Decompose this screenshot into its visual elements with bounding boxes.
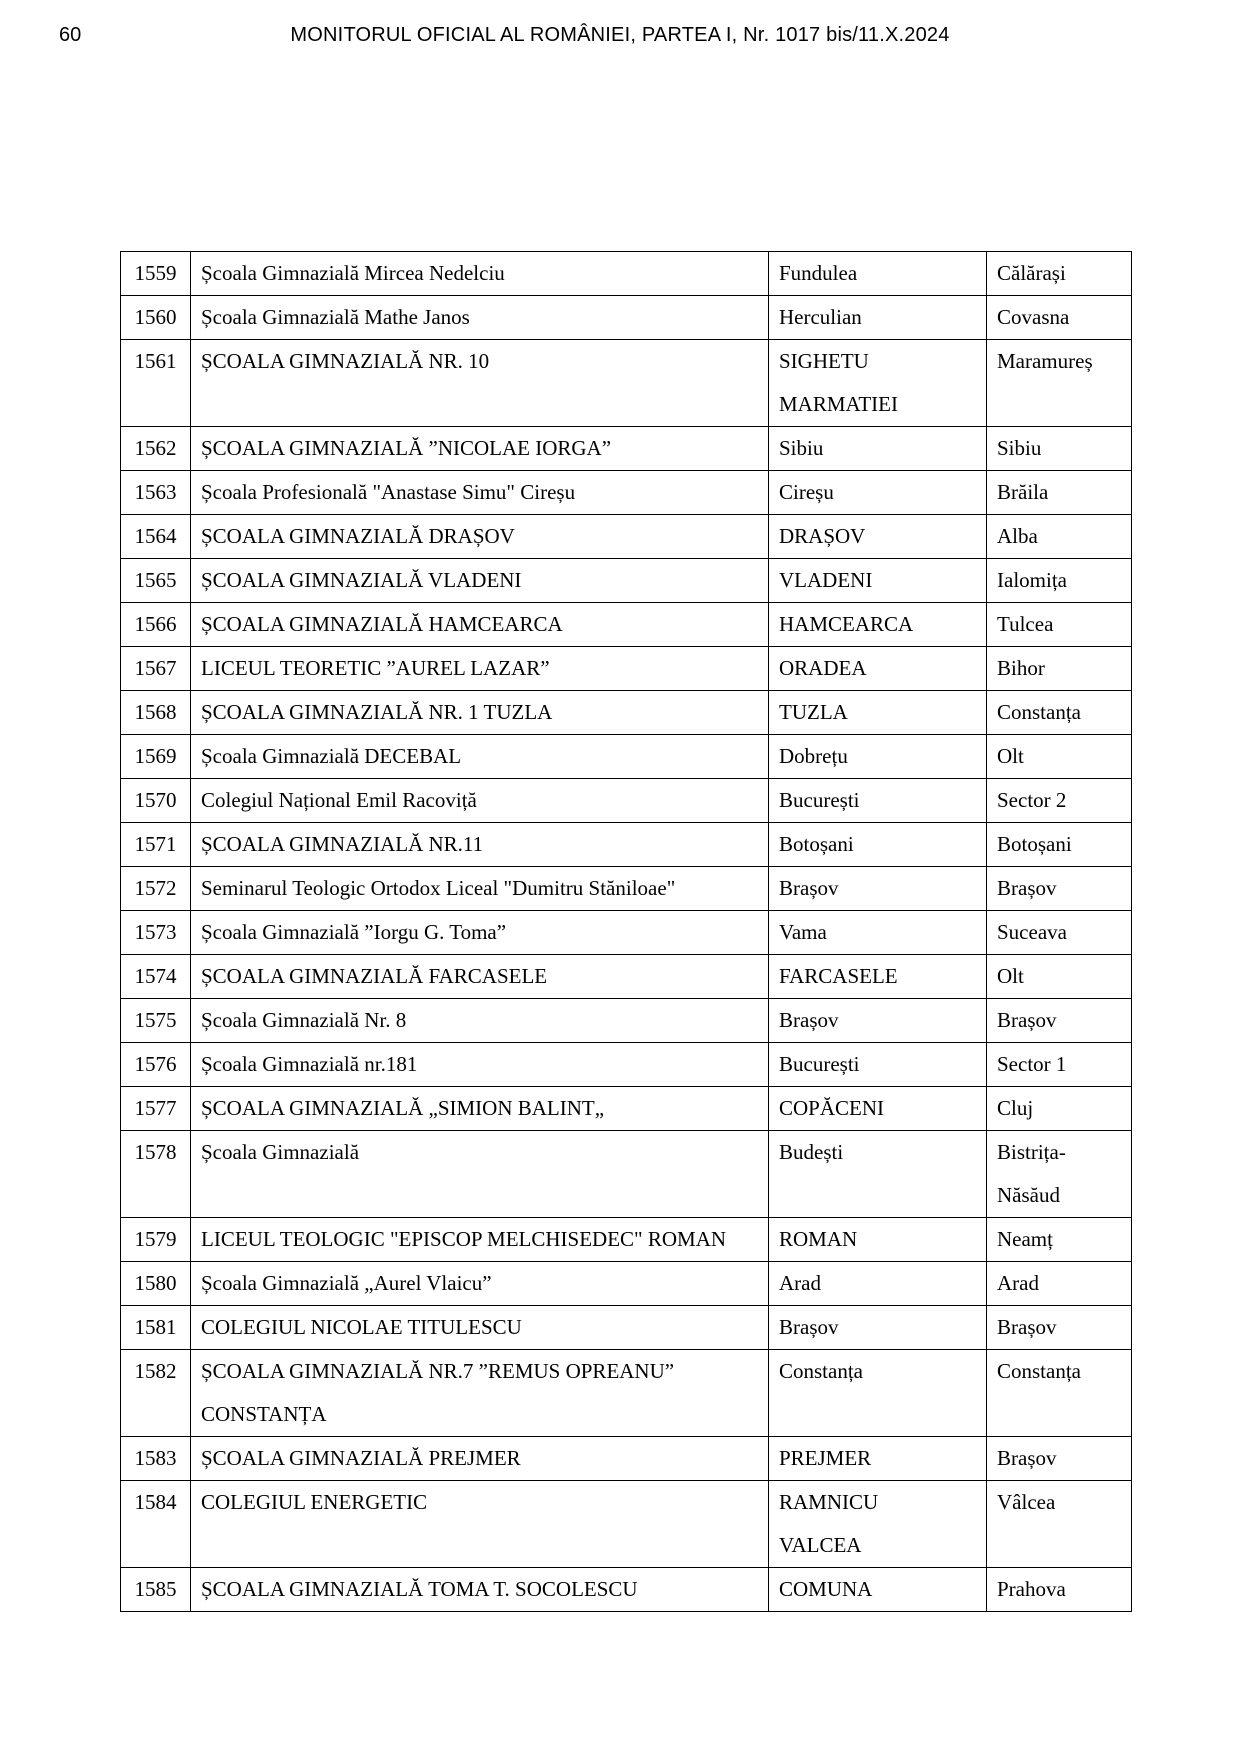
- row-number-cell: 1571: [121, 823, 191, 867]
- locality-cell: [769, 1218, 987, 1262]
- locality-cell: [769, 999, 987, 1043]
- school-name-cell: [191, 559, 769, 603]
- school-name-cell: [191, 471, 769, 515]
- county-line: Alba: [997, 524, 1038, 548]
- locality-line: Brașov: [779, 876, 839, 900]
- school-name-cell: [191, 1568, 769, 1612]
- table-row: [121, 296, 1132, 340]
- locality-cell: [769, 603, 987, 647]
- locality-line: Herculian: [779, 305, 862, 329]
- county-cell: [987, 427, 1132, 471]
- table-row: [121, 735, 1132, 779]
- county-line: Bihor: [997, 656, 1045, 680]
- county-cell: [987, 1568, 1132, 1612]
- county-line: Vâlcea: [997, 1490, 1056, 1514]
- table-row: [121, 1306, 1132, 1350]
- county-line: Brașov: [997, 1008, 1057, 1032]
- table-row: [121, 1131, 1132, 1218]
- county-cell: [987, 1262, 1132, 1306]
- school-name-line: ȘCOALA GIMNAZIALĂ NR.7 ”REMUS OPREANU”: [201, 1359, 675, 1383]
- school-name-line: CONSTANȚA: [201, 1402, 327, 1426]
- county-line: Botoșani: [997, 832, 1072, 856]
- school-name-line: ȘCOALA GIMNAZIALĂ NR. 1 TUZLA: [201, 700, 553, 724]
- locality-cell: [769, 1350, 987, 1437]
- county-cell: [987, 559, 1132, 603]
- locality-cell: [769, 1481, 987, 1568]
- locality-line: Budești: [779, 1140, 844, 1164]
- school-name-cell: [191, 603, 769, 647]
- table-row: [121, 779, 1132, 823]
- county-cell: [987, 999, 1132, 1043]
- locality-cell: [769, 1262, 987, 1306]
- school-name-cell: [191, 647, 769, 691]
- county-cell: [987, 911, 1132, 955]
- table-row: [121, 427, 1132, 471]
- school-name-line: ȘCOALA GIMNAZIALĂ VLADENI: [201, 568, 522, 592]
- row-number-cell: 1560: [121, 296, 191, 340]
- row-number-cell: 1568: [121, 691, 191, 735]
- table-row: [121, 1437, 1132, 1481]
- school-name-cell: [191, 691, 769, 735]
- county-cell: [987, 1218, 1132, 1262]
- county-cell: [987, 296, 1132, 340]
- locality-cell: [769, 955, 987, 999]
- locality-line: HAMCEARCA: [779, 612, 914, 636]
- row-number-cell: 1559: [121, 252, 191, 296]
- row-number-cell: 1579: [121, 1218, 191, 1262]
- county-cell: [987, 1481, 1132, 1568]
- locality-line: Sibiu: [779, 436, 824, 460]
- school-name-cell: [191, 867, 769, 911]
- locality-cell: [769, 691, 987, 735]
- county-cell: [987, 1087, 1132, 1131]
- county-cell: [987, 1350, 1132, 1437]
- row-number-cell: 1581: [121, 1306, 191, 1350]
- locality-line: ROMAN: [779, 1227, 858, 1251]
- school-name-line: Școala Gimnazială „Aurel Vlaicu”: [201, 1271, 492, 1295]
- locality-cell: [769, 1131, 987, 1218]
- locality-line: TUZLA: [779, 700, 848, 724]
- row-number-cell: 1570: [121, 779, 191, 823]
- county-line: Ialomița: [997, 568, 1067, 592]
- locality-cell: [769, 823, 987, 867]
- county-line: Tulcea: [997, 612, 1054, 636]
- school-name-line: Colegiul Național Emil Racoviță: [201, 788, 477, 812]
- county-cell: [987, 867, 1132, 911]
- table-row: [121, 955, 1132, 999]
- county-line: Neamț: [997, 1227, 1053, 1251]
- county-line: Sector 1: [997, 1052, 1067, 1076]
- county-line: Covasna: [997, 305, 1070, 329]
- school-name-cell: [191, 1218, 769, 1262]
- row-number-cell: 1585: [121, 1568, 191, 1612]
- school-name-line: ȘCOALA GIMNAZIALĂ NR. 10: [201, 349, 490, 373]
- school-name-cell: [191, 1262, 769, 1306]
- school-name-cell: [191, 1481, 769, 1568]
- locality-line: Brașov: [779, 1008, 839, 1032]
- county-line: Arad: [997, 1271, 1039, 1295]
- row-number-cell: 1578: [121, 1131, 191, 1218]
- table-row: [121, 471, 1132, 515]
- table-row: [121, 1481, 1132, 1568]
- county-cell: [987, 647, 1132, 691]
- locality-line: FARCASELE: [779, 964, 898, 988]
- row-number-cell: 1561: [121, 340, 191, 427]
- locality-cell: [769, 296, 987, 340]
- row-number-cell: 1563: [121, 471, 191, 515]
- table-row: [121, 867, 1132, 911]
- locality-line: Botoșani: [779, 832, 854, 856]
- locality-line: Vama: [779, 920, 827, 944]
- row-number-cell: 1562: [121, 427, 191, 471]
- county-cell: [987, 603, 1132, 647]
- school-name-cell: [191, 340, 769, 427]
- county-line: Suceava: [997, 920, 1067, 944]
- county-line: Brașov: [997, 1446, 1057, 1470]
- county-line: Constanța: [997, 700, 1081, 724]
- county-line: Olt: [997, 744, 1024, 768]
- school-name-cell: [191, 999, 769, 1043]
- locality-cell: [769, 427, 987, 471]
- row-number-cell: 1580: [121, 1262, 191, 1306]
- county-line: Olt: [997, 964, 1024, 988]
- school-name-line: ȘCOALA GIMNAZIALĂ HAMCEARCA: [201, 612, 563, 636]
- school-name-line: Școala Gimnazială: [201, 1140, 360, 1164]
- table-row: [121, 823, 1132, 867]
- locality-line: PREJMER: [779, 1446, 872, 1470]
- school-name-cell: [191, 1437, 769, 1481]
- table-row: [121, 999, 1132, 1043]
- row-number-cell: 1575: [121, 999, 191, 1043]
- table-row: [121, 691, 1132, 735]
- school-name-line: ȘCOALA GIMNAZIALĂ FARCASELE: [201, 964, 548, 988]
- school-name-cell: [191, 1306, 769, 1350]
- locality-line: VLADENI: [779, 568, 873, 592]
- locality-cell: [769, 647, 987, 691]
- school-name-line: COLEGIUL ENERGETIC: [201, 1490, 428, 1514]
- county-line: Brașov: [997, 1315, 1057, 1339]
- table-row: [121, 603, 1132, 647]
- school-name-line: Școala Gimnazială nr.181: [201, 1052, 418, 1076]
- table-row: [121, 1350, 1132, 1437]
- schools-table-body: [121, 252, 1132, 1612]
- locality-line: COMUNA: [779, 1577, 873, 1601]
- locality-line: MARMATIEI: [779, 392, 898, 416]
- locality-cell: [769, 1306, 987, 1350]
- locality-cell: [769, 1437, 987, 1481]
- locality-cell: [769, 1087, 987, 1131]
- row-number-cell: 1584: [121, 1481, 191, 1568]
- locality-cell: [769, 471, 987, 515]
- table-row: [121, 1043, 1132, 1087]
- row-number-cell: 1582: [121, 1350, 191, 1437]
- locality-line: Brașov: [779, 1315, 839, 1339]
- school-name-line: COLEGIUL NICOLAE TITULESCU: [201, 1315, 522, 1339]
- school-name-cell: [191, 1043, 769, 1087]
- school-name-cell: [191, 1131, 769, 1218]
- locality-cell: [769, 911, 987, 955]
- row-number-cell: 1572: [121, 867, 191, 911]
- locality-cell: [769, 252, 987, 296]
- school-name-cell: [191, 823, 769, 867]
- county-line: Sibiu: [997, 436, 1042, 460]
- county-cell: [987, 1437, 1132, 1481]
- county-line: Prahova: [997, 1577, 1066, 1601]
- school-name-line: Școala Gimnazială Nr. 8: [201, 1008, 407, 1032]
- county-cell: [987, 515, 1132, 559]
- school-name-cell: [191, 955, 769, 999]
- locality-line: Arad: [779, 1271, 821, 1295]
- county-line: Bistrița-: [997, 1140, 1066, 1164]
- school-name-line: Școala Gimnazială DECEBAL: [201, 744, 462, 768]
- school-name-line: ȘCOALA GIMNAZIALĂ NR.11: [201, 832, 484, 856]
- locality-cell: [769, 1043, 987, 1087]
- school-name-line: Seminarul Teologic Ortodox Liceal "Dumitru Stăniloae": [201, 876, 676, 900]
- row-number-cell: 1567: [121, 647, 191, 691]
- locality-line: ORADEA: [779, 656, 867, 680]
- row-number-cell: 1583: [121, 1437, 191, 1481]
- school-name-line: ȘCOALA GIMNAZIALĂ PREJMER: [201, 1446, 521, 1470]
- school-name-line: ȘCOALA GIMNAZIALĂ „SIMION BALINT„: [201, 1096, 605, 1120]
- row-number-cell: 1577: [121, 1087, 191, 1131]
- county-line: Brăila: [997, 480, 1049, 504]
- county-cell: [987, 1131, 1132, 1218]
- row-number-cell: 1574: [121, 955, 191, 999]
- county-line: Năsăud: [997, 1183, 1060, 1207]
- county-cell: [987, 340, 1132, 427]
- school-name-line: ȘCOALA GIMNAZIALĂ DRAȘOV: [201, 524, 515, 548]
- county-cell: [987, 735, 1132, 779]
- page-number: 60: [59, 24, 82, 46]
- county-line: Constanța: [997, 1359, 1081, 1383]
- table-row: [121, 1262, 1132, 1306]
- row-number-cell: 1566: [121, 603, 191, 647]
- school-name-line: LICEUL TEOLOGIC "EPISCOP MELCHISEDEC" ROMAN: [201, 1227, 727, 1251]
- county-cell: [987, 955, 1132, 999]
- locality-cell: [769, 515, 987, 559]
- row-number-cell: 1564: [121, 515, 191, 559]
- county-cell: [987, 1043, 1132, 1087]
- school-name-cell: [191, 252, 769, 296]
- locality-cell: [769, 735, 987, 779]
- county-cell: [987, 691, 1132, 735]
- school-name-line: ȘCOALA GIMNAZIALĂ TOMA T. SOCOLESCU: [201, 1577, 638, 1601]
- county-line: Brașov: [997, 876, 1057, 900]
- county-line: Cluj: [997, 1096, 1034, 1120]
- school-name-line: Școala Gimnazială Mathe Janos: [201, 305, 470, 329]
- table-row: [121, 647, 1132, 691]
- school-name-line: LICEUL TEORETIC ”AUREL LAZAR”: [201, 656, 550, 680]
- school-name-line: Școala Profesională "Anastase Simu" Cireșu: [201, 480, 576, 504]
- locality-line: Cireșu: [779, 480, 834, 504]
- locality-line: Constanța: [779, 1359, 863, 1383]
- school-name-line: Școala Gimnazială Mircea Nedelciu: [201, 261, 505, 285]
- county-cell: [987, 823, 1132, 867]
- county-line: Maramureș: [997, 349, 1093, 373]
- table-row: [121, 515, 1132, 559]
- table-row: [121, 1568, 1132, 1612]
- table-row: [121, 1218, 1132, 1262]
- page-header-title: MONITORUL OFICIAL AL ROMÂNIEI, PARTEA I, Nr. 1017 bis/11.X.2024: [290, 24, 950, 46]
- locality-line: COPĂCENI: [779, 1096, 885, 1120]
- schools-table: [120, 251, 1132, 1612]
- locality-cell: [769, 779, 987, 823]
- school-name-cell: [191, 1087, 769, 1131]
- county-cell: [987, 471, 1132, 515]
- school-name-cell: [191, 296, 769, 340]
- locality-line: București: [779, 1052, 860, 1076]
- row-number-cell: 1576: [121, 1043, 191, 1087]
- county-line: Călărași: [997, 261, 1066, 285]
- county-line: Sector 2: [997, 788, 1067, 812]
- table-row: [121, 1087, 1132, 1131]
- table-row: [121, 559, 1132, 603]
- locality-line: SIGHETU: [779, 349, 869, 373]
- locality-cell: [769, 867, 987, 911]
- school-name-cell: [191, 911, 769, 955]
- locality-line: DRAȘOV: [779, 524, 866, 548]
- locality-line: Dobrețu: [779, 744, 848, 768]
- school-name-cell: [191, 735, 769, 779]
- row-number-cell: 1573: [121, 911, 191, 955]
- county-cell: [987, 252, 1132, 296]
- table-row: [121, 340, 1132, 427]
- locality-cell: [769, 340, 987, 427]
- row-number-cell: 1569: [121, 735, 191, 779]
- locality-line: București: [779, 788, 860, 812]
- school-name-cell: [191, 427, 769, 471]
- locality-line: RAMNICU: [779, 1490, 879, 1514]
- table-row: [121, 911, 1132, 955]
- locality-cell: [769, 1568, 987, 1612]
- school-name-cell: [191, 1350, 769, 1437]
- locality-cell: [769, 559, 987, 603]
- county-cell: [987, 779, 1132, 823]
- school-name-cell: [191, 779, 769, 823]
- row-number-cell: 1565: [121, 559, 191, 603]
- school-name-line: Școala Gimnazială ”Iorgu G. Toma”: [201, 920, 507, 944]
- locality-line: VALCEA: [779, 1533, 862, 1557]
- table-row: [121, 252, 1132, 296]
- school-name-line: ȘCOALA GIMNAZIALĂ ”NICOLAE IORGA”: [201, 436, 612, 460]
- school-name-cell: [191, 515, 769, 559]
- county-cell: [987, 1306, 1132, 1350]
- locality-line: Fundulea: [779, 261, 858, 285]
